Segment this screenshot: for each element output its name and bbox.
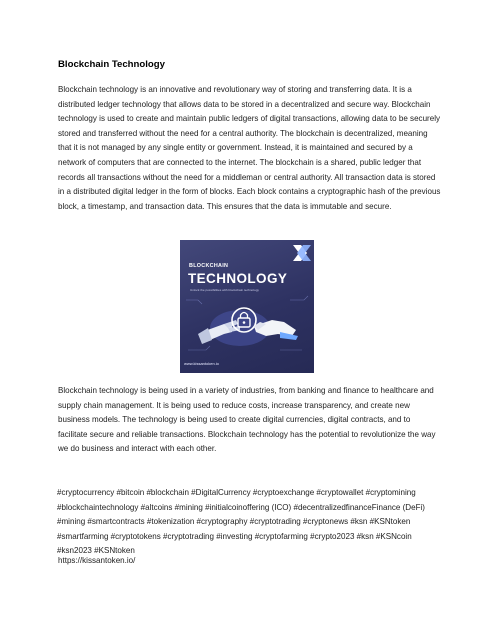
usage-paragraph: Blockchain technology is being used in a variety of industries, from banking and finance to healthcare and supply chain management. It is being used to reduce costs, increase transparency, and create new business models. The technology is being used to create digital currencies, digital contracts, and to facilitate secure and reliable transactions. Blockchain technology has the potential to revolutionize the way we do business and interact with each other. (58, 386, 436, 454)
hero-subtitle: Unlock the possibilities with blockchain technology (190, 288, 259, 292)
hero-headline: TECHNOLOGY (188, 271, 288, 286)
hero-kicker: BLOCKCHAIN (189, 263, 229, 269)
x-logo-icon (293, 245, 311, 261)
hashtags-paragraph: #cryptocurrency #bitcoin #blockchain #DigitalCurrency #cryptoexchange #cryptowallet #cryptomining #blockchaintechnology #altcoins #mining #initialcoinoffering (ICO) #decentralizedfinanceFinance (DeFi) #mining #smartcontracts #tokenization #cryptography #cryptotrading #cryptonews #ksn #KSNtoken #smartfarming #cryptotokens #cryptotrading #investing #cryptofarming #crypto2023 #ksn #KSNcoin #ksn2023 #KSNtoken (57, 488, 425, 556)
intro-paragraph: Blockchain technology is an innovative and revolutionary way of storing and transferring data. It is a distributed ledger technology that allows data to be stored in a decentralized and secure way. Blockchain technology is used to create and maintain public ledgers of digital transactions, allowing data to be securely stored and transferred without the need for a central authority. The blockchain is decentralized, meaning that it is not managed by any single entity or government. Instead, it is maintained and secured by a network of computers that are connected to the internet. The blockchain is a shared, public ledger that records all transactions without the need for a middleman or central authority. All transaction data is stored in a distributed digital ledger in the form of blocks. Each block contains a cryptographic hash of the previous block, a timestamp, and transaction data. This ensures that the data is immutable and secure. (58, 85, 441, 211)
hero-image (180, 240, 314, 373)
hero-artwork (180, 240, 314, 373)
website-link[interactable]: https://kissantoken.io/ (58, 556, 136, 565)
document-title: Blockchain Technology (58, 59, 165, 70)
hero-url: www.kissantoken.io (184, 361, 219, 366)
